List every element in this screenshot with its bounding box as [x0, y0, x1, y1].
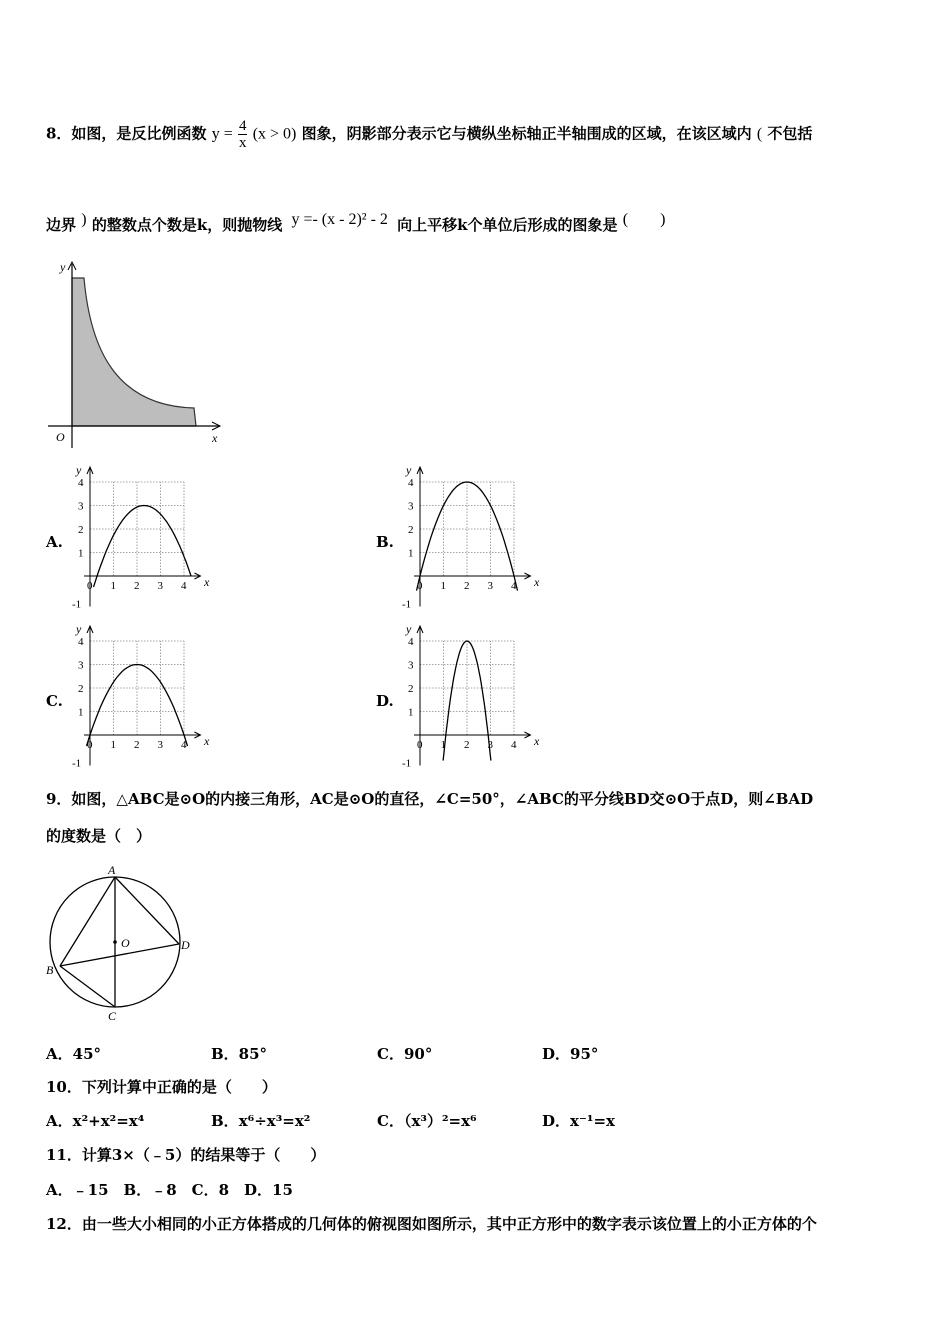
- option-letter: D．: [542, 1112, 571, 1130]
- x-tick-label: 0: [87, 739, 93, 751]
- chord-bd: [60, 944, 179, 966]
- parabola-curve: [94, 506, 192, 588]
- q8-text-suffix: 向上平移k个单位后形成的图象是: [397, 216, 618, 234]
- q11-stem: 11．计算3×（﹣5）的结果等于（ ）: [46, 1146, 326, 1164]
- y-tick-label: 4: [408, 636, 414, 648]
- fraction-denominator: x: [238, 135, 247, 151]
- y-tick-label: 3: [408, 500, 414, 513]
- q8-text-cont: 图象，阴影部分表示它与横纵坐标轴正半轴围成的区域，在该区域内: [301, 124, 752, 143]
- center-point: [113, 940, 117, 944]
- y-min-label: -1: [402, 757, 412, 769]
- formula-lhs: y =: [211, 125, 233, 143]
- q8-text-end: 不包括: [767, 124, 813, 143]
- y-tick-label: 3: [408, 659, 414, 672]
- x-tick-label: 2: [134, 739, 140, 751]
- q8-text-mid: 的整数点个数是k，则抛物线: [91, 216, 283, 234]
- y-min-label: -1: [72, 757, 82, 769]
- parabola-formula: y =- (x - 2)² - 2: [291, 211, 388, 228]
- y-tick-label: 1: [78, 547, 84, 560]
- x-tick-label: 2: [464, 580, 470, 592]
- q10-option-c[interactable]: [377, 1110, 477, 1131]
- label-a: A: [108, 863, 116, 877]
- option-letter: B．: [211, 1112, 239, 1130]
- y-min-label: -1: [402, 598, 412, 610]
- q8-line1: [46, 118, 812, 151]
- answer-blank: ( ): [622, 211, 666, 228]
- option-text: （x³）²=x⁶: [403, 1112, 477, 1130]
- option-b-graph[interactable]: [396, 462, 546, 610]
- chord-ad: [115, 877, 179, 944]
- x-label: x: [203, 575, 210, 589]
- paren: ): [81, 211, 87, 228]
- q10-stem: 10．下列计算中正确的是（ ）: [46, 1078, 277, 1096]
- y-min-label: -1: [72, 598, 82, 610]
- q10-option-b[interactable]: [211, 1110, 310, 1131]
- x-tick-label: 0: [87, 580, 93, 592]
- x-tick-label: 4: [511, 739, 517, 751]
- q9-line2: 的度数是（ ）: [46, 827, 152, 845]
- y-tick-label: 3: [78, 500, 84, 513]
- x-tick-label: 2: [134, 580, 140, 592]
- x-tick-label: 2: [464, 739, 470, 751]
- y-tick-label: 4: [78, 477, 84, 489]
- x-tick-label: 1: [110, 739, 116, 751]
- q12-stem: 12．由一些大小相同的小正方体搭成的几何体的俯视图如图所示，其中正方形中的数字表示该位置上的小正方体的个: [46, 1215, 817, 1233]
- x-tick-label: 4: [181, 739, 187, 751]
- y-label: y: [406, 622, 412, 636]
- q8-line2: [46, 206, 665, 235]
- x-tick-label: 3: [487, 580, 493, 592]
- origin-label: O: [56, 430, 65, 444]
- option-text: x²+x²=x⁴: [72, 1112, 145, 1130]
- label-d: D: [181, 938, 190, 952]
- y-tick-label: 2: [408, 683, 414, 695]
- y-label: y: [60, 260, 66, 274]
- option-a-graph[interactable]: [66, 462, 216, 610]
- x-tick-label: 3: [487, 739, 493, 751]
- y-tick-label: 3: [78, 659, 84, 672]
- fraction-numerator: 4: [238, 118, 247, 134]
- option-c-graph[interactable]: [66, 621, 216, 769]
- x-tick-label: 3: [157, 580, 163, 592]
- formula-fraction: [238, 118, 248, 151]
- x-tick-label: 1: [440, 580, 446, 592]
- y-tick-label: 4: [78, 636, 84, 648]
- x-label: x: [533, 734, 540, 748]
- formula-condition: (x > 0): [252, 125, 297, 143]
- q9-line1: 9．如图，△ABC是⊙O的内接三角形，AC是⊙O的直径，∠C=50°，∠ABC的平分线BD交⊙O于点D，则∠BAD: [46, 790, 814, 808]
- y-tick-label: 2: [408, 524, 414, 536]
- q8-main-graph: [44, 256, 230, 452]
- x-tick-label: 1: [440, 739, 446, 751]
- option-c-label[interactable]: C.: [46, 692, 63, 710]
- side-ab: [60, 877, 115, 966]
- q11-options[interactable]: A．﹣15 B．﹣8 C．8 D．15: [46, 1181, 293, 1199]
- label-b: B: [46, 963, 54, 977]
- x-tick-label: 0: [417, 739, 423, 751]
- x-tick-label: 3: [157, 739, 163, 751]
- q9-option-a[interactable]: A．45°: [46, 1045, 102, 1063]
- y-tick-label: 2: [78, 683, 84, 695]
- x-tick-label: 4: [181, 580, 187, 592]
- option-d-graph[interactable]: [396, 621, 546, 769]
- option-letter: A．: [46, 1112, 73, 1130]
- q9-circle-figure: [40, 860, 210, 1025]
- option-b-label[interactable]: B.: [376, 533, 394, 551]
- option-text: x⁻¹=x: [570, 1112, 615, 1130]
- q10-option-a[interactable]: [46, 1110, 144, 1131]
- label-c: C: [108, 1009, 117, 1023]
- x-tick-label: 0: [417, 580, 423, 592]
- y-label: y: [76, 622, 82, 636]
- option-d-label[interactable]: D.: [376, 692, 394, 710]
- y-tick-label: 2: [78, 524, 84, 536]
- q9-option-b[interactable]: B．85°: [211, 1045, 268, 1063]
- y-tick-label: 1: [408, 706, 414, 719]
- x-tick-label: 4: [511, 580, 517, 592]
- x-label: x: [533, 575, 540, 589]
- x-label: x: [203, 734, 210, 748]
- option-text: x⁶÷x³=x²: [238, 1112, 311, 1130]
- y-label: y: [406, 463, 412, 477]
- y-tick-label: 1: [408, 547, 414, 560]
- q10-option-d[interactable]: [542, 1110, 615, 1131]
- label-o: O: [121, 936, 130, 950]
- option-a-label[interactable]: A.: [46, 533, 63, 551]
- x-tick-label: 1: [110, 580, 116, 592]
- paren: (: [756, 125, 763, 143]
- q9-option-c[interactable]: C．90°: [377, 1045, 433, 1063]
- y-label: y: [76, 463, 82, 477]
- q8-text: 边界: [46, 216, 77, 234]
- shaded-region: [72, 278, 196, 426]
- y-tick-label: 1: [78, 706, 84, 719]
- q8-text: 8．如图，是反比例函数: [46, 124, 207, 143]
- q9-option-d[interactable]: D．95°: [542, 1045, 599, 1063]
- option-letter: C．: [377, 1112, 404, 1130]
- y-tick-label: 4: [408, 477, 414, 489]
- x-label: x: [212, 431, 218, 445]
